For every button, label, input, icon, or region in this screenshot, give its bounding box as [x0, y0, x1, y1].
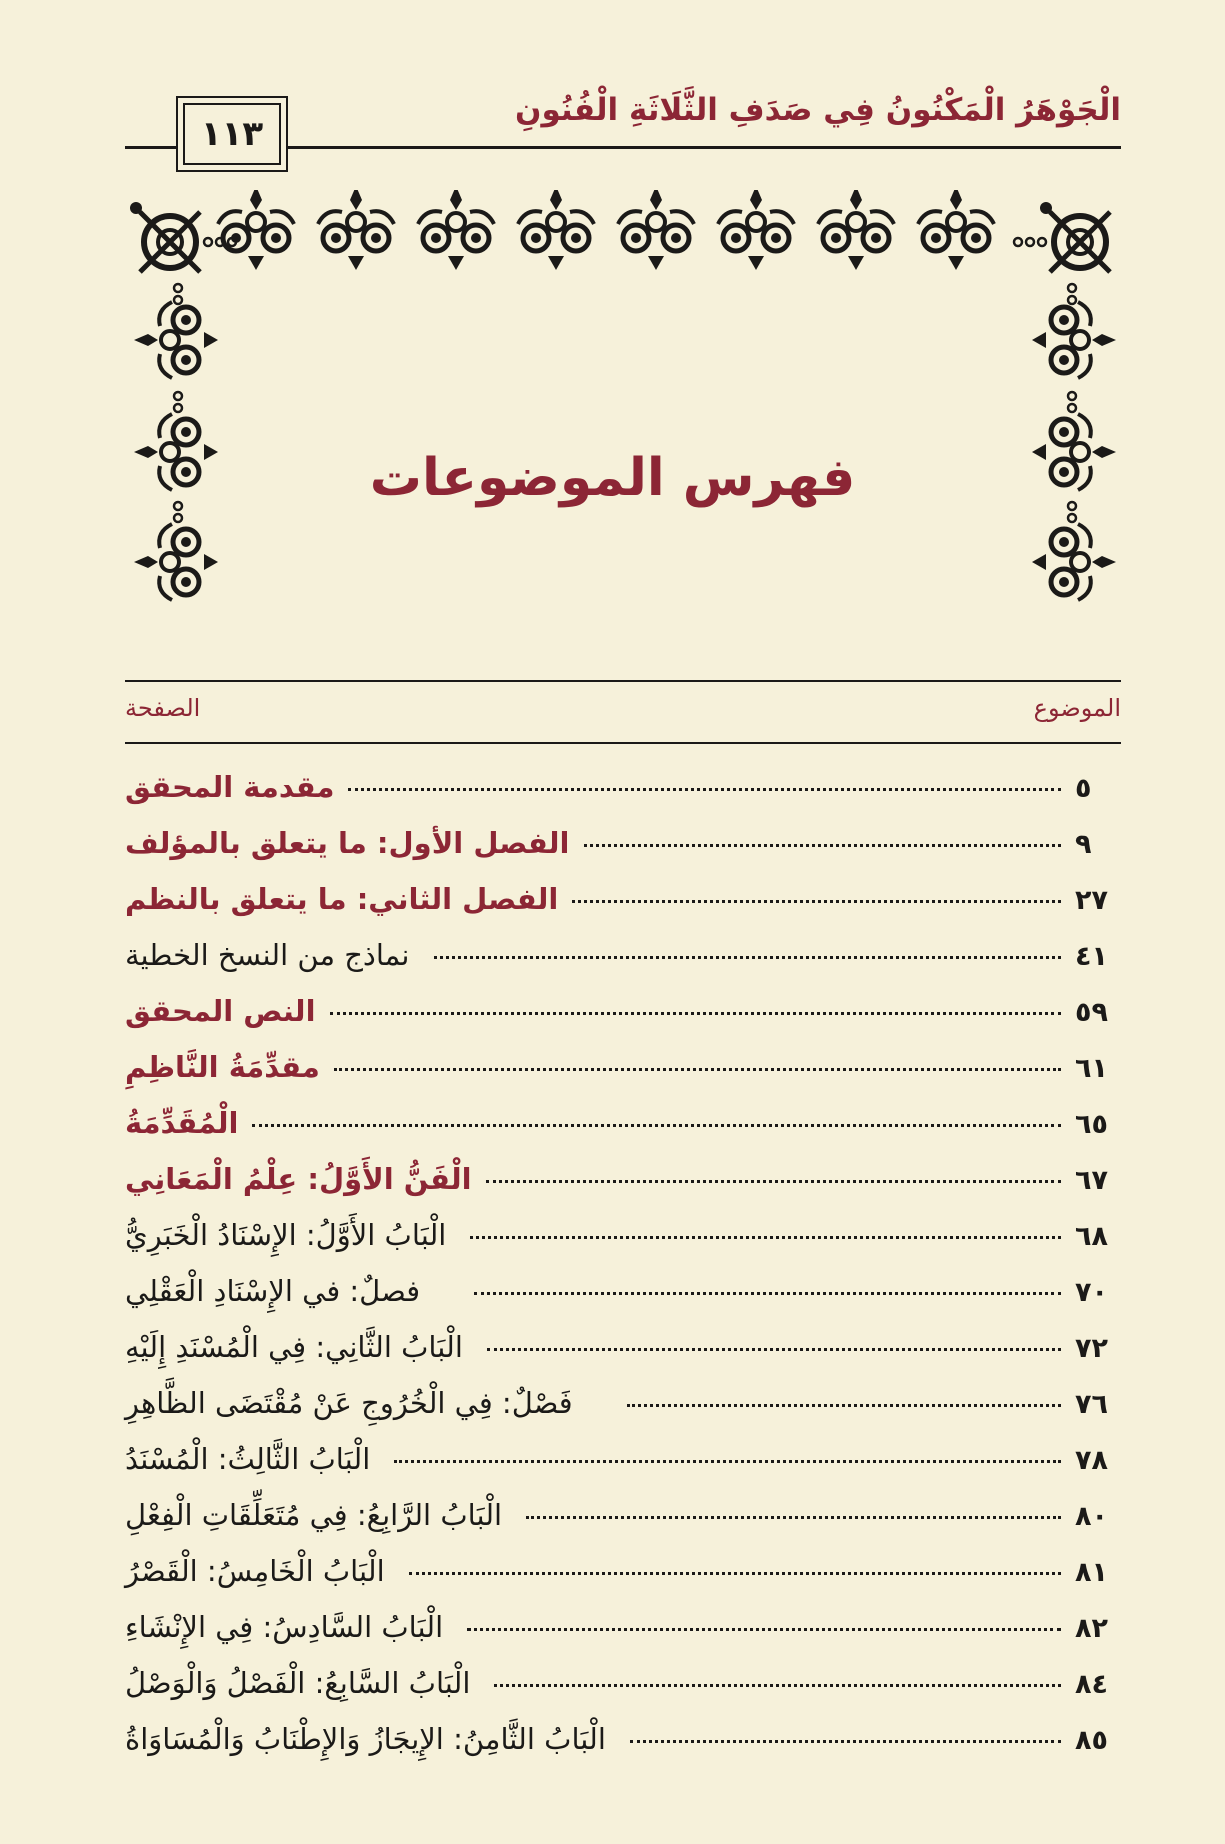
toc-entry-page: ٩ — [1075, 829, 1092, 860]
toc-entry-page: ٧٦ — [1075, 1389, 1108, 1420]
leader-dots — [252, 1124, 1061, 1127]
page-number: ١١٣ — [183, 103, 281, 165]
leader-dots — [394, 1460, 1061, 1463]
toc-entry-page: ٧٨ — [1075, 1445, 1108, 1476]
leader-dots — [334, 1068, 1061, 1071]
leader-dots — [487, 1348, 1061, 1351]
leader-dots — [348, 788, 1061, 791]
toc-entry[interactable] — [125, 1722, 1121, 1778]
toc-entry[interactable] — [125, 882, 1121, 938]
leader-dots — [584, 844, 1061, 847]
toc-entry-page: ٥ — [1075, 773, 1092, 804]
toc-entry-page: ٨١ — [1075, 1557, 1108, 1588]
leader-dots — [526, 1516, 1061, 1519]
toc-entry-title: الْبَابُ الأَوَّلُ: الإِسْنَادُ الْخَبَرِيُّ — [125, 1218, 447, 1252]
toc-entry-title: الْبَابُ الثَّالِثُ: الْمُسْنَدُ — [125, 1442, 371, 1476]
column-header-topic: الموضوع — [1033, 694, 1121, 722]
toc-entry[interactable] — [125, 1442, 1121, 1498]
toc-entry-title: النص المحقق — [125, 994, 316, 1028]
toc-entry[interactable] — [125, 1498, 1121, 1554]
column-header-top-rule — [125, 680, 1121, 682]
toc-entry[interactable] — [125, 1162, 1121, 1218]
toc-entry-page: ٦٧ — [1075, 1165, 1108, 1196]
leader-dots — [330, 1012, 1061, 1015]
leader-dots — [467, 1628, 1061, 1631]
leader-dots — [486, 1180, 1061, 1183]
toc-entry-title: فَصْلٌ: فِي الْخُرُوجِ عَنْ مُقْتَضَى الظَّاهِرِ — [125, 1386, 573, 1420]
toc-entry-page: ٦٨ — [1075, 1221, 1108, 1252]
toc-entry-title: الْبَابُ الْخَامِسُ: الْقَصْرُ — [125, 1554, 385, 1588]
column-header-bottom-rule — [125, 742, 1121, 744]
toc-entry-title: الْبَابُ الثَّانِي: فِي الْمُسْنَدِ إِلَيْهِ — [125, 1330, 463, 1364]
toc-entry[interactable] — [125, 1106, 1121, 1162]
toc-entry[interactable] — [125, 1386, 1121, 1442]
toc-entry[interactable] — [125, 1218, 1121, 1274]
toc-entry-page: ٨٥ — [1075, 1725, 1108, 1756]
toc-entry-title: الْبَابُ الرَّابِعُ: فِي مُتَعَلِّقَاتِ الْفِعْلِ — [125, 1498, 503, 1532]
toc-entry[interactable] — [125, 770, 1121, 826]
leader-dots — [627, 1404, 1061, 1407]
toc-entry-title: مقدمة المحقق — [125, 770, 335, 804]
toc-entry-page: ٨٠ — [1075, 1501, 1108, 1532]
leader-dots — [572, 900, 1061, 903]
leader-dots — [470, 1236, 1061, 1239]
toc-entry-title: الْبَابُ السَّابِعُ: الْفَصْلُ وَالْوَصْلُ — [125, 1666, 471, 1700]
toc-entry-page: ٦١ — [1075, 1053, 1108, 1084]
toc-entry-page: ٨٢ — [1075, 1613, 1108, 1644]
running-title: الْجَوْهَرُ الْمَكْنُونُ فِي صَدَفِ الثَّلَاثَةِ الْفُنُونِ — [515, 92, 1121, 128]
toc-entry-title: الْبَابُ السَّادِسُ: فِي الإِنْشَاءِ — [125, 1610, 444, 1644]
toc-entry[interactable] — [125, 1050, 1121, 1106]
column-header-page: الصفحة — [125, 694, 201, 722]
ornament-frame — [128, 190, 1122, 610]
toc-entry[interactable] — [125, 1610, 1121, 1666]
toc-entry[interactable] — [125, 1274, 1121, 1330]
toc-entry[interactable] — [125, 826, 1121, 882]
toc-entry-page: ٧٢ — [1075, 1333, 1108, 1364]
leader-dots — [494, 1684, 1061, 1687]
leader-dots — [474, 1292, 1061, 1295]
toc-entry-page: ٢٧ — [1075, 885, 1108, 916]
page-title: فهرس الموضوعات — [369, 448, 856, 508]
toc-entry-title: مقدِّمَةُ النَّاظِمِ — [125, 1050, 320, 1084]
toc-entry-page: ٥٩ — [1075, 997, 1108, 1028]
toc-entry-title: الْمُقَدِّمَةُ — [125, 1106, 239, 1140]
toc-entry-title: فصلٌ: في الإِسْنَادِ الْعَقْلِي — [125, 1274, 421, 1308]
toc-entry[interactable] — [125, 938, 1121, 994]
table-of-contents — [125, 770, 1121, 1778]
page-number-box — [176, 96, 288, 172]
toc-entry-title: الْفَنُّ الأَوَّلُ: عِلْمُ الْمَعَانِي — [125, 1162, 472, 1196]
toc-entry-page: ٨٤ — [1075, 1669, 1108, 1700]
toc-entry-title: الفصل الأول: ما يتعلق بالمؤلف — [125, 826, 570, 860]
toc-entry-title: الْبَابُ الثَّامِنُ: الإِيجَازُ وَالإِطْنَابُ وَالْمُسَاوَاةُ — [125, 1722, 606, 1756]
toc-entry-page: ٦٥ — [1075, 1109, 1108, 1140]
toc-entry[interactable] — [125, 1554, 1121, 1610]
leader-dots — [630, 1740, 1061, 1743]
toc-entry-page: ٧٠ — [1075, 1277, 1108, 1308]
toc-entry-title: نماذج من النسخ الخطية — [125, 938, 410, 972]
toc-entry-title: الفصل الثاني: ما يتعلق بالنظم — [125, 882, 559, 916]
toc-entry[interactable] — [125, 1330, 1121, 1386]
leader-dots — [434, 956, 1061, 959]
toc-entry-page: ٤١ — [1075, 941, 1108, 972]
toc-entry[interactable] — [125, 994, 1121, 1050]
toc-entry[interactable] — [125, 1666, 1121, 1722]
leader-dots — [409, 1572, 1061, 1575]
